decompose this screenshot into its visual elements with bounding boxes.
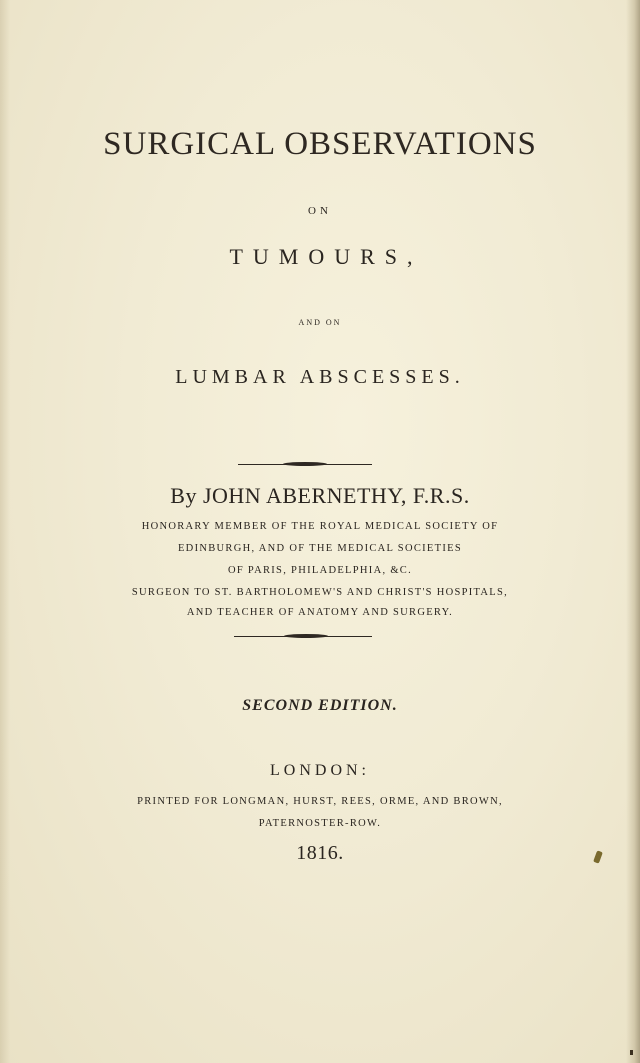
imprint-place: LONDON: [270, 762, 370, 779]
edition-label: SECOND EDITION. [242, 697, 398, 714]
title-and-on: AND ON [298, 318, 342, 327]
ornamental-rule-bottom [234, 636, 372, 637]
title-on: ON [308, 205, 332, 217]
title-subject-lumbar-abscesses: LUMBAR ABSCESSES. [175, 366, 465, 388]
book-title: SURGICAL OBSERVATIONS [103, 126, 537, 162]
author-credential-line: HONORARY MEMBER OF THE ROYAL MEDICAL SOCIETY OF [141, 521, 499, 532]
author-line: By JOHN ABERNETHY, F.R.S. [170, 483, 470, 508]
title-subject-tumours: TUMOURS, [229, 244, 423, 269]
imprint-year: 1816. [296, 842, 344, 864]
imprint-printer-line: PATERNOSTER-ROW. [258, 818, 382, 829]
ornamental-rule-top [238, 464, 372, 465]
imprint-printer-line: PRINTED FOR LONGMAN, HURST, REES, ORME, AND BROWN, [137, 796, 503, 807]
author-credential-line: SURGEON TO ST. BARTHOLOMEW'S AND CHRIST'S HOSPITALS, [131, 587, 509, 598]
author-credential-line: AND TEACHER OF ANATOMY AND SURGERY. [186, 607, 454, 618]
author-credential-line: OF PARIS, PHILADELPHIA, &C. [227, 565, 413, 576]
corner-speck-mark [630, 1050, 633, 1055]
author-credential-line: EDINBURGH, AND OF THE MEDICAL SOCIETIES [177, 543, 463, 554]
